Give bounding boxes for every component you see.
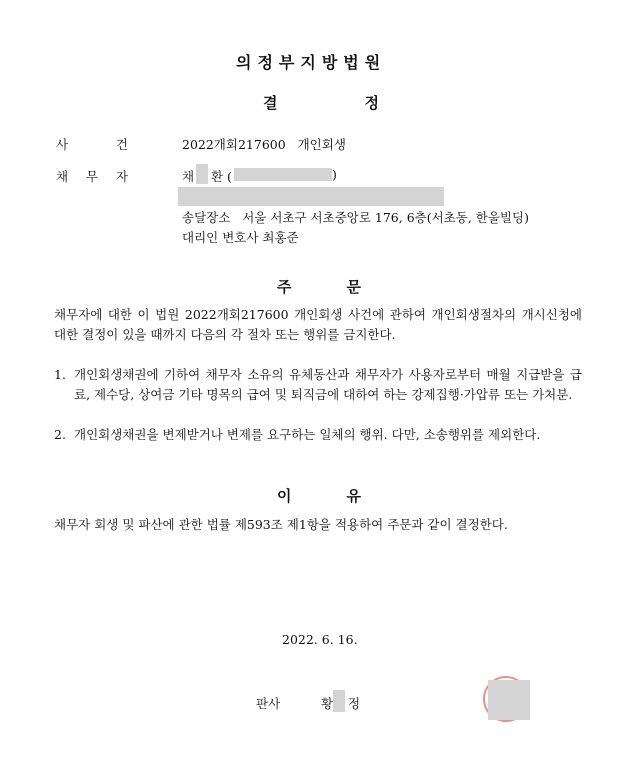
case-label xyxy=(56,135,128,153)
document-type-char-2: 정 xyxy=(364,94,379,112)
order-item-2 xyxy=(54,425,582,445)
order-heading-char-2: 문 xyxy=(346,278,361,296)
debtor-label-char-3: 자 xyxy=(115,169,128,184)
reason-heading-char-1: 이 xyxy=(277,487,292,505)
debtor-address-redaction xyxy=(178,187,444,206)
judge-label: 판사 xyxy=(256,696,281,711)
case-label-char-1: 사 xyxy=(56,137,69,152)
document-type-char-1: 결 xyxy=(263,94,278,112)
judge-name-first: 황 xyxy=(321,696,334,711)
reason-text: 채무자 회생 및 파산에 관한 법률 제593조 제1항을 적용하여 주문과 같이 결정한다. xyxy=(54,517,508,532)
order-item-number: 2. xyxy=(54,427,66,442)
order-heading-char-1: 주 xyxy=(277,278,292,296)
order-item-text: 개인회생채권에 기하여 채무자 소유의 유체동산과 채무자가 사용자로부터 매월 지급받을 급료, 제수당, 상여금 기타 명목의 급여 및 퇴직금에 대하여 하는 강제집행·가압류 또는 가처분. xyxy=(74,367,582,402)
debtor-label-char-1: 채 xyxy=(56,169,69,184)
court-name: 의정부지방법원 xyxy=(236,53,387,72)
case-number: 2022개회217600 개인회생 xyxy=(182,137,346,152)
debtor-name-last: 환 ( xyxy=(211,169,232,184)
debtor-name-first: 채 xyxy=(182,169,195,184)
order-item-text: 개인회생채권을 변제받거나 변제를 요구하는 일체의 행위. 다만, 소송행위를 제외한다. xyxy=(74,427,541,442)
debtor-paren-close: ) xyxy=(332,167,337,182)
order-item-number: 1. xyxy=(54,367,66,382)
case-label-char-2: 건 xyxy=(115,137,128,152)
debtor-label xyxy=(56,167,128,185)
decision-date: 2022. 6. 16. xyxy=(282,632,358,647)
seal-redaction xyxy=(488,680,530,720)
reason-heading xyxy=(277,485,361,506)
attorney: 대리인 변호사 최홍준 xyxy=(182,230,299,245)
service-address: 송달장소 서울 서초구 서초중앙로 176, 6층(서초동, 한울빌딩) xyxy=(182,210,529,225)
document-type-heading xyxy=(263,92,379,113)
order-text: 채무자에 대한 이 법원 2022개회217600 개인회생 사건에 관하여 개인회생절차의 개시신청에 대한 결정이 있을 때까지 다음의 각 절차 또는 행위를 금지한다. xyxy=(54,307,582,342)
debtor-id-redaction xyxy=(234,168,332,181)
judge-name-last: 정 xyxy=(348,696,361,711)
order-heading xyxy=(277,276,361,297)
debtor-label-char-2: 무 xyxy=(85,169,99,184)
debtor-name-redaction xyxy=(196,164,208,184)
judge-name-redaction xyxy=(333,690,345,712)
reason-heading-char-2: 유 xyxy=(346,487,361,505)
order-item-1 xyxy=(54,365,582,405)
